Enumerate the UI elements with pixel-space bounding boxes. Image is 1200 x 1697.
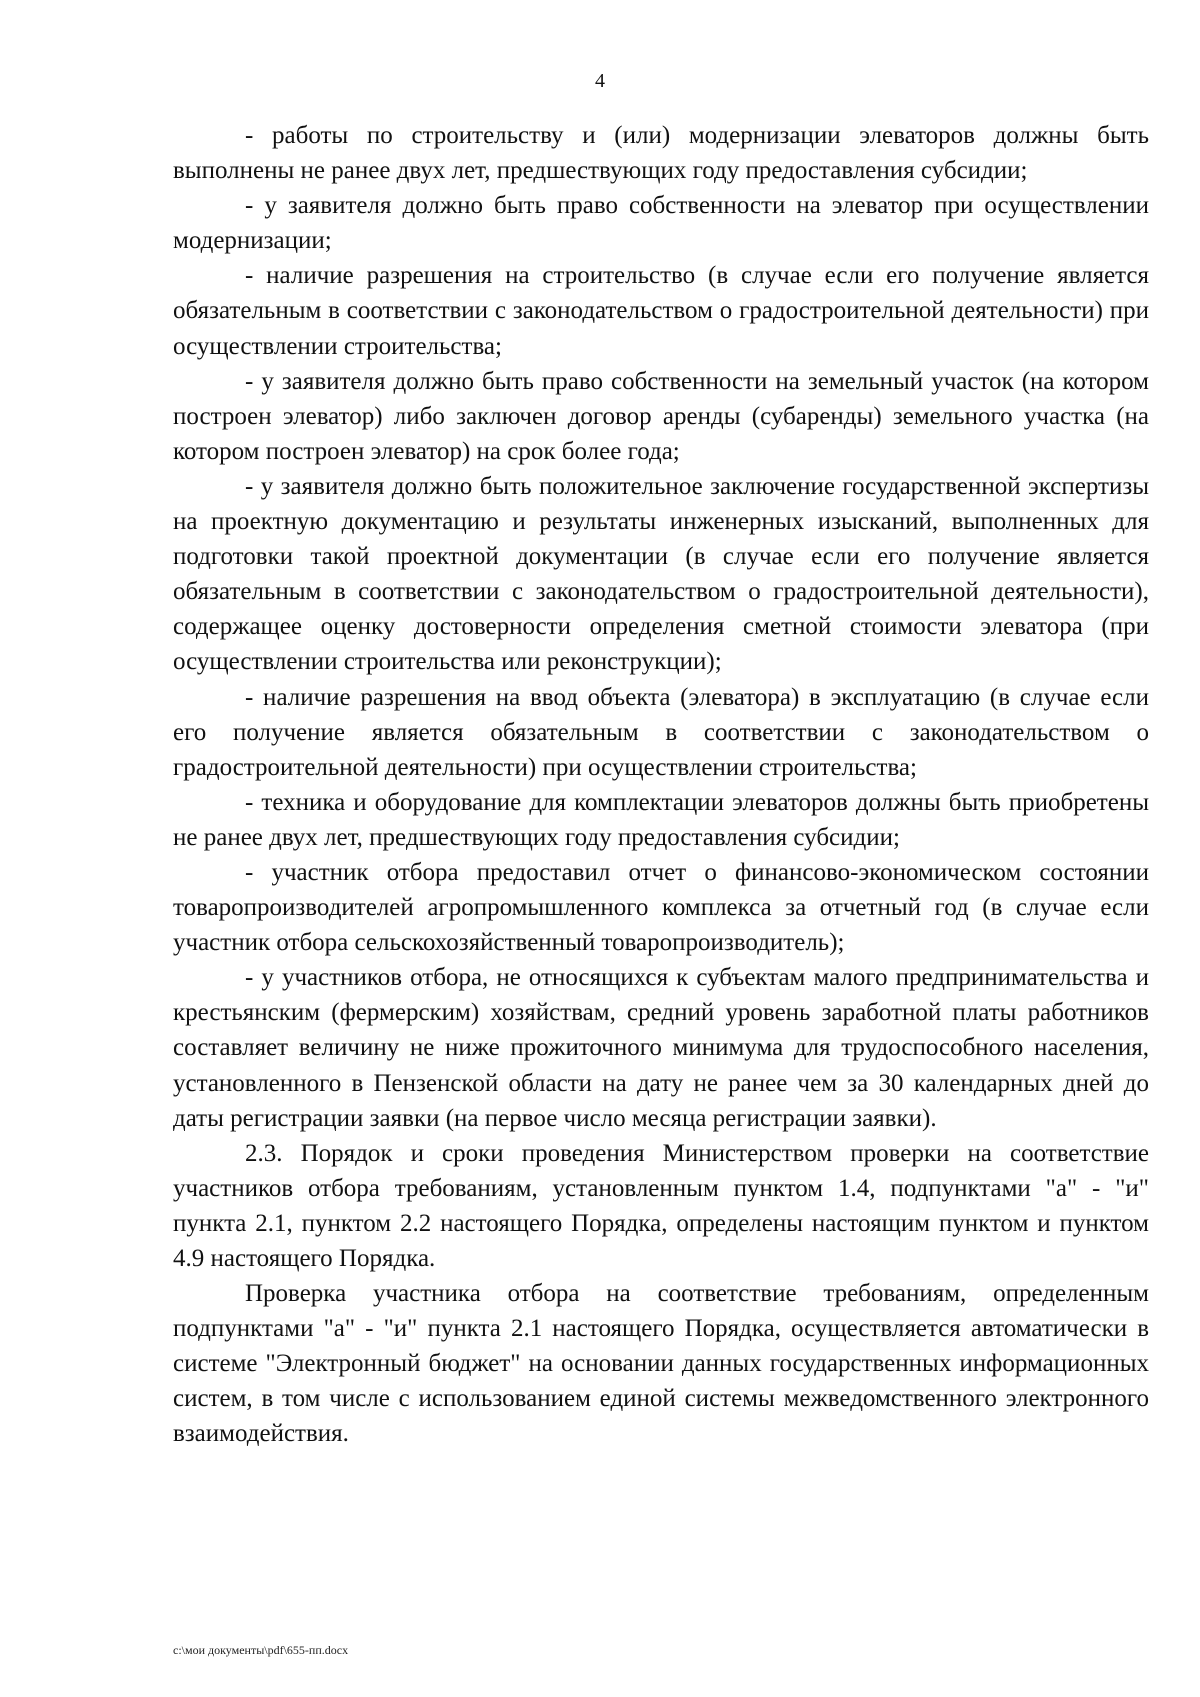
paragraph-commissioning-permit: - наличие разрешения на ввод объекта (элеватора) в эксплуатацию (в случае если его получение является обязательным в соответствии с законодательством о градостроительной деятельности) при осуществлении строительства; <box>173 683 1149 781</box>
paragraph-equipment-acquisition: - техника и оборудование для комплектации элеваторов должны быть приобретены не ранее двух лет, предшествующих году предоставления субсидии; <box>173 788 1149 851</box>
paragraph-section-2-3: 2.3. Порядок и сроки проведения Министерством проверки на соответствие участников отбора требованиям, установленным пунктом 1.4, подпунктами "а" - "и" пункта 2.1, пунктом 2.2 настоящего Порядка, определены настоящим пунктом и пунктом 4.9 настоящего Порядка. <box>173 1139 1149 1272</box>
page-number: 4 <box>595 70 605 92</box>
paragraph-elevator-works-term: - работы по строительству и (или) модернизации элеваторов должны быть выполнены не ранее двух лет, предшествующих году предоставления субсидии; <box>173 122 1149 185</box>
paragraph-land-ownership: - у заявителя должно быть право собственности на земельный участок (на котором построен элеватор) либо заключен договор аренды (субаренды) земельного участка (на котором построен элеватор) на срок более года; <box>173 367 1149 465</box>
paragraph-wage-level: - у участников отбора, не относящихся к субъектам малого предпринимательства и крестьянским (фермерским) хозяйствам, средний уровень заработной платы работников составляет величину не ниже прожиточного минимума для трудоспособного населения, установленного в Пензенской области на дату не ранее чем за 30 календарных дней до даты регистрации заявки (на первое число месяца регистрации заявки). <box>173 964 1149 1132</box>
paragraph-building-permit: - наличие разрешения на строительство (в случае если его получение является обязательным в соответствии с законодательством о градостроительной деятельности) при осуществлении строительства; <box>173 262 1149 360</box>
footer-file-path: c:\мои документы\pdf\655-пп.docx <box>173 1643 349 1657</box>
paragraph-financial-report: - участник отбора предоставил отчет о финансово-экономическом состоянии товаропроизводителей агропромышленного комплекса за отчетный год (в случае если участник отбора сельскохозяйственный товаропроизводитель); <box>173 858 1149 957</box>
document-body <box>173 118 1149 1452</box>
paragraph-electronic-budget-check: Проверка участника отбора на соответствие требованиям, определенным подпунктами "а" - "и" пункта 2.1 настоящего Порядка, осуществляется автоматически в системе "Электронный бюджет" на основании данных государственных информационных систем, в том числе с использованием единой системы межведомственного электронного взаимодействия. <box>173 1280 1149 1448</box>
paragraph-state-expertise: - у заявителя должно быть положительное заключение государственной экспертизы на проектную документацию и результаты инженерных изысканий, выполненных для подготовки такой проектной документации (в случае если его получение является обязательным в соответствии с законодательством о градостроительной деятельности), содержащее оценку достоверности определения сметной стоимости элеватора (при осуществлении строительства или реконструкции); <box>173 472 1149 676</box>
paragraph-ownership-elevator: - у заявителя должно быть право собственности на элеватор при осуществлении модернизации; <box>173 192 1149 255</box>
